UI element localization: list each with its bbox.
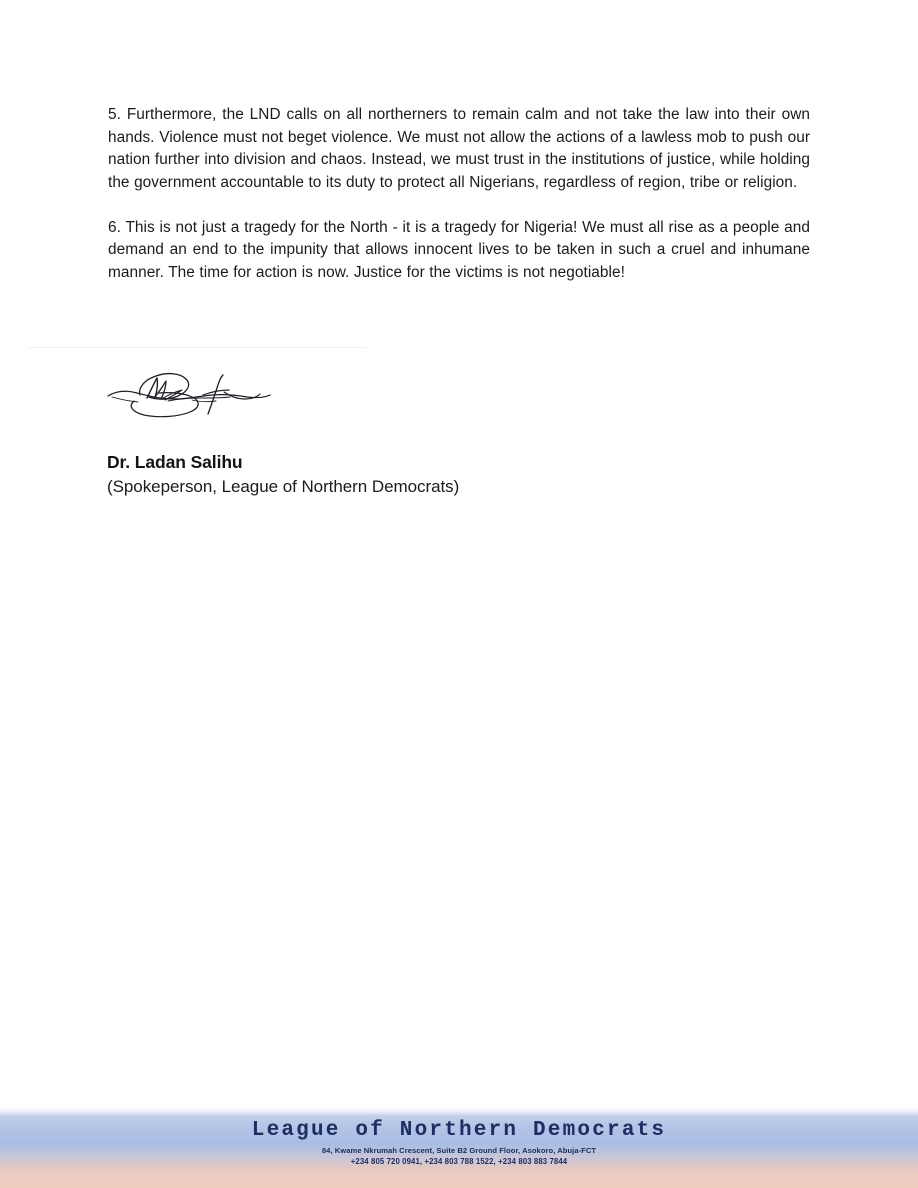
footer-phone-numbers: +234 805 720 0941, +234 803 788 1522, +234 803 883 7844 [350, 1157, 568, 1166]
signatory-name: Dr. Ladan Salihu [107, 452, 243, 472]
handwritten-signature [104, 368, 274, 420]
paragraph-6: 6. This is not just a tragedy for the North - it is a tragedy for Nigeria! We must all rise as a people and demand an end to the impunity that allows innocent lives to be taken in such a cruel and inhumane manner. The time for action is now. Justice for the victims is not negotiable! [108, 218, 810, 282]
signature-block [107, 450, 707, 499]
document-body [108, 104, 810, 285]
signatory-role: (Spokeperson, League of Northern Democrats) [107, 477, 460, 496]
section-divider [28, 347, 366, 348]
footer-address: 84, Kwame Nkrumah Crescent, Suite B2 Ground Floor, Asokoro, Abuja-FCT [321, 1146, 597, 1155]
page-footer [0, 1107, 918, 1188]
footer-organization-title: League of Northern Democrats [251, 1119, 667, 1142]
paragraph-5: 5. Furthermore, the LND calls on all northerners to remain calm and not take the law into their own hands. Violence must not beget violence. We must not allow the actions of a lawless mob to push our nation further into division and chaos. Instead, we must trust in the institutions of justice, while holding the government accountable to its duty to protect all Nigerians, regardless of region, tribe or religion. [108, 106, 810, 191]
footer-content [0, 1107, 918, 1167]
